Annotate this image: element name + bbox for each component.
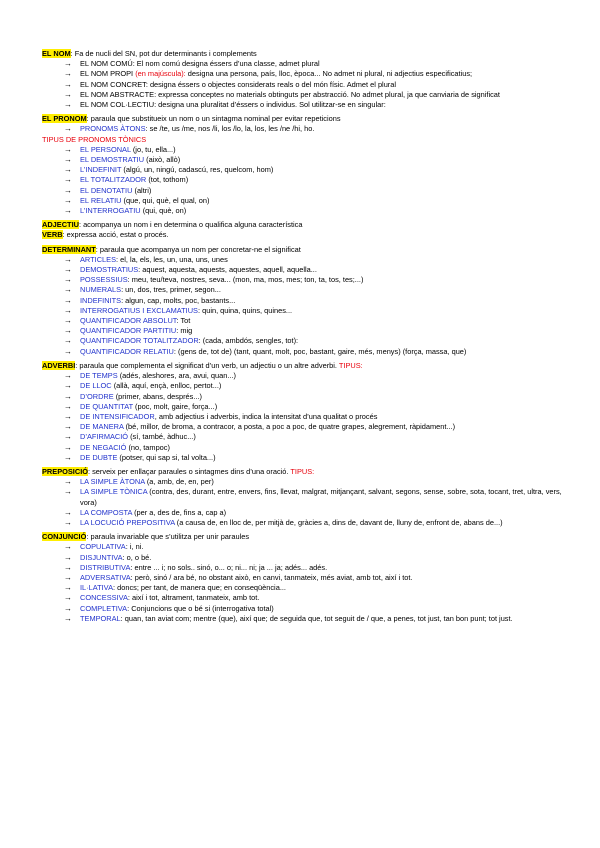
verb-title: VERB <box>42 230 63 240</box>
pronom-definition: : paraula que substitueix un nom o un sintagma nominal per evitar repeticions <box>86 114 341 124</box>
adverbi-item: → DE QUANTITAT (poc, molt, gaire, força...) <box>42 402 562 412</box>
nom-heading <box>42 49 562 59</box>
section-adjectiu-verb <box>42 220 562 240</box>
section-conjuncio <box>42 532 562 624</box>
determinant-title: DETERMINANT <box>42 244 96 254</box>
section-pronom <box>42 114 562 216</box>
conjuncio-item: → COPULATIVA: i, ni. <box>42 542 562 552</box>
conjuncio-item: → DISTRIBUTIVA: entre ... i; no sols.. sinó, o... o; ni... ni; ja ... ja; adés... adés. <box>42 563 562 573</box>
nom-title: EL NOM <box>42 49 71 58</box>
adverbi-item: → DE INTENSIFICADOR, amb adjectius i adverbis, indica la intensitat d’una qualitat o procés <box>42 412 562 422</box>
conjuncio-item: → IL·LATIVA: doncs; per tant, de manera que; en conseqüència... <box>42 583 562 593</box>
verb-line <box>42 230 562 240</box>
conjuncio-item: → ADVERSATIVA: però, sinó / ara bé, no obstant això, en canvi, tanmateix, més aviat, amb tot, així i tot. <box>42 573 562 583</box>
conjuncio-item: → DISJUNTIVA: o, o bé. <box>42 553 562 563</box>
preposicio-item: → LA COMPOSTA (per a, des de, fins a, cap a) <box>42 508 562 518</box>
determinant-item: → DEMOSTRATIUS: aquest, aquesta, aquests, aquestes, aquell, aquella... <box>42 265 562 275</box>
nom-item: → EL NOM COL·LECTIU: designa una pluralitat d’éssers o individus. Sol utilitzar-se en singular: <box>42 100 562 110</box>
conjuncio-item: → CONCESSIVA: així i tot, altrament, tanmateix, amb tot. <box>42 593 562 603</box>
preposicio-heading <box>42 467 562 477</box>
pronom-tonic-item: → EL PERSONAL (jo, tu, ella...) <box>42 145 562 155</box>
determinant-item: → INTERROGATIUS I EXCLAMATIUS: quin, quina, quins, quines... <box>42 306 562 316</box>
adjectiu-title: ADJECTIU <box>42 220 79 230</box>
adverbi-item: → DE MANERA (bé, millor, de broma, a contracor, a posta, a poc a poc, de quatre grapes, alegrement, ràpidament...) <box>42 422 562 432</box>
pronom-title: EL PRONOM <box>42 114 87 124</box>
conjuncio-heading <box>42 532 562 542</box>
adverbi-item: → DE DUBTE (potser, qui sap si, tal volta...) <box>42 453 562 463</box>
conjuncio-item: → COMPLETIVA: Conjuncions que o bé si (interrogativa total) <box>42 604 562 614</box>
section-nom <box>42 49 562 110</box>
pronom-tonic-item: → EL DEMOSTRATIU (això, allò) <box>42 155 562 165</box>
preposicio-item: → LA SIMPLE TÒNICA (contra, des, durant, entre, envers, fins, llevat, malgrat, mitjançant, salvant, segons, sense, sobre, sota, tocant, tret, ultra, vers, vora) <box>42 487 562 507</box>
determinant-item: → ARTICLES: el, la, els, les, un, una, uns, unes <box>42 255 562 265</box>
determinant-item: → QUANTIFICADOR ABSOLUT: Tot <box>42 316 562 326</box>
preposicio-item: → LA LOCUCIÓ PREPOSITIVA (a causa de, en lloc de, per mitjà de, gràcies a, dins de, davant de, lluny de, enfront de, abans de...) <box>42 518 562 528</box>
section-preposicio <box>42 467 562 528</box>
pronom-tonic-item: → EL RELATIU (que, qui, què, el qual, on) <box>42 196 562 206</box>
nom-item: → EL NOM COMÚ: El nom comú designa éssers d’una classe, admet plural <box>42 59 562 69</box>
adverbi-title: ADVERBI <box>42 360 76 370</box>
verb-definition: : expressa acció, estat o procés. <box>62 230 169 240</box>
adverbi-item: → DE TEMPS (adés, aleshores, ara, avui, quan...) <box>42 371 562 381</box>
adverbi-item: → D’ORDRE (primer, abans, després...) <box>42 392 562 402</box>
preposicio-tipus: TIPUS: <box>290 466 315 476</box>
conjuncio-title: CONJUNCIÓ <box>42 532 87 542</box>
adverbi-item: → DE LLOC (allà, aquí, ençà, enlloc, pertot...) <box>42 381 562 391</box>
adjectiu-definition: : acompanya un nom i en determina o qualifica alguna característica <box>78 220 303 230</box>
determinant-item: → POSSESSIUS: meu, teu/teva, nostres, seva... (mon, ma, mos, mes; ton, ta, tos, tes;...) <box>42 275 562 285</box>
nom-item: → EL NOM PROPI (en majúscula): designa una persona, país, lloc, època... No admet ni plural, ni adjectius especificatius; <box>42 69 562 79</box>
adverbi-heading <box>42 361 562 371</box>
adverbi-tipus: TIPUS: <box>338 360 363 370</box>
preposicio-definition: : serveix per enllaçar paraules o sintagmes dins d’una oració. <box>88 466 291 476</box>
nom-item: → EL NOM ABSTRACTE: expressa conceptes no materials obtinguts per abstracció. No admet plural, ja que canviaria de significat <box>42 90 562 100</box>
pronom-heading <box>42 114 562 124</box>
conjuncio-item: → TEMPORAL: quan, tan aviat com; mentre (que), així que; de seguida que, tot seguit de / que, a penes, tot just, tan bon punt; tot just. <box>42 614 562 624</box>
determinant-definition: : paraula que acompanya un nom per concretar-ne el significat <box>95 244 301 254</box>
nom-item: → EL NOM CONCRET: designa éssers o objectes considerats reals o del món físic. Admet el plural <box>42 80 562 90</box>
determinant-item: → NUMERALS: un, dos, tres, primer, segon... <box>42 285 562 295</box>
conjuncio-definition: : paraula invariable que s’utilitza per unir paraules <box>86 532 250 542</box>
pronom-tonics-subheading: TIPUS DE PRONOMS TÒNICS <box>42 134 147 144</box>
nom-definition: : Fa de nucli del SN, pot dur determinants i complements <box>70 49 257 58</box>
pronom-tonic-item: → EL DENOTATIU (altri) <box>42 186 562 196</box>
document-page <box>42 49 562 624</box>
pronom-tonic-item: → L’INDEFINIT (algú, un, ningú, cadascú, res, quelcom, hom) <box>42 165 562 175</box>
preposicio-title: PREPOSICIÓ <box>42 466 88 476</box>
pronom-tonic-item: → EL TOTALITZADOR (tot, tothom) <box>42 175 562 185</box>
section-adverbi <box>42 361 562 463</box>
adverbi-item: → D’AFIRMACIÓ (sí, també, àdhuc...) <box>42 432 562 442</box>
determinant-item: → QUANTIFICADOR RELATIU: (gens de, tot de) (tant, quant, molt, poc, bastant, gaire, més, menys) (força, massa, que) <box>42 347 562 357</box>
adverbi-definition: : paraula que complementa el significat d’un verb, un adjectiu o un altre adverbi. <box>75 360 339 370</box>
pronom-tonic-item: → L’INTERROGATIU (qui, què, on) <box>42 206 562 216</box>
preposicio-item: → LA SIMPLE ÀTONA (a, amb, de, en, per) <box>42 477 562 487</box>
determinant-item: → QUANTIFICADOR PARTITIU: mig <box>42 326 562 336</box>
adjectiu-line <box>42 220 562 230</box>
section-determinant <box>42 245 562 357</box>
determinant-item: → QUANTIFICADOR TOTALITZADOR: (cada, ambdós, sengles, tot): <box>42 336 562 346</box>
adverbi-item: → DE NEGACIÓ (no, tampoc) <box>42 443 562 453</box>
pronom-atons-item: → PRONOMS ÀTONS: se /te, us /me, nos /li, los /lo, la, los, les /ne /hi, ho. <box>42 124 562 134</box>
determinant-heading <box>42 245 562 255</box>
determinant-item: → INDEFINITS: algun, cap, molts, poc, bastants... <box>42 296 562 306</box>
